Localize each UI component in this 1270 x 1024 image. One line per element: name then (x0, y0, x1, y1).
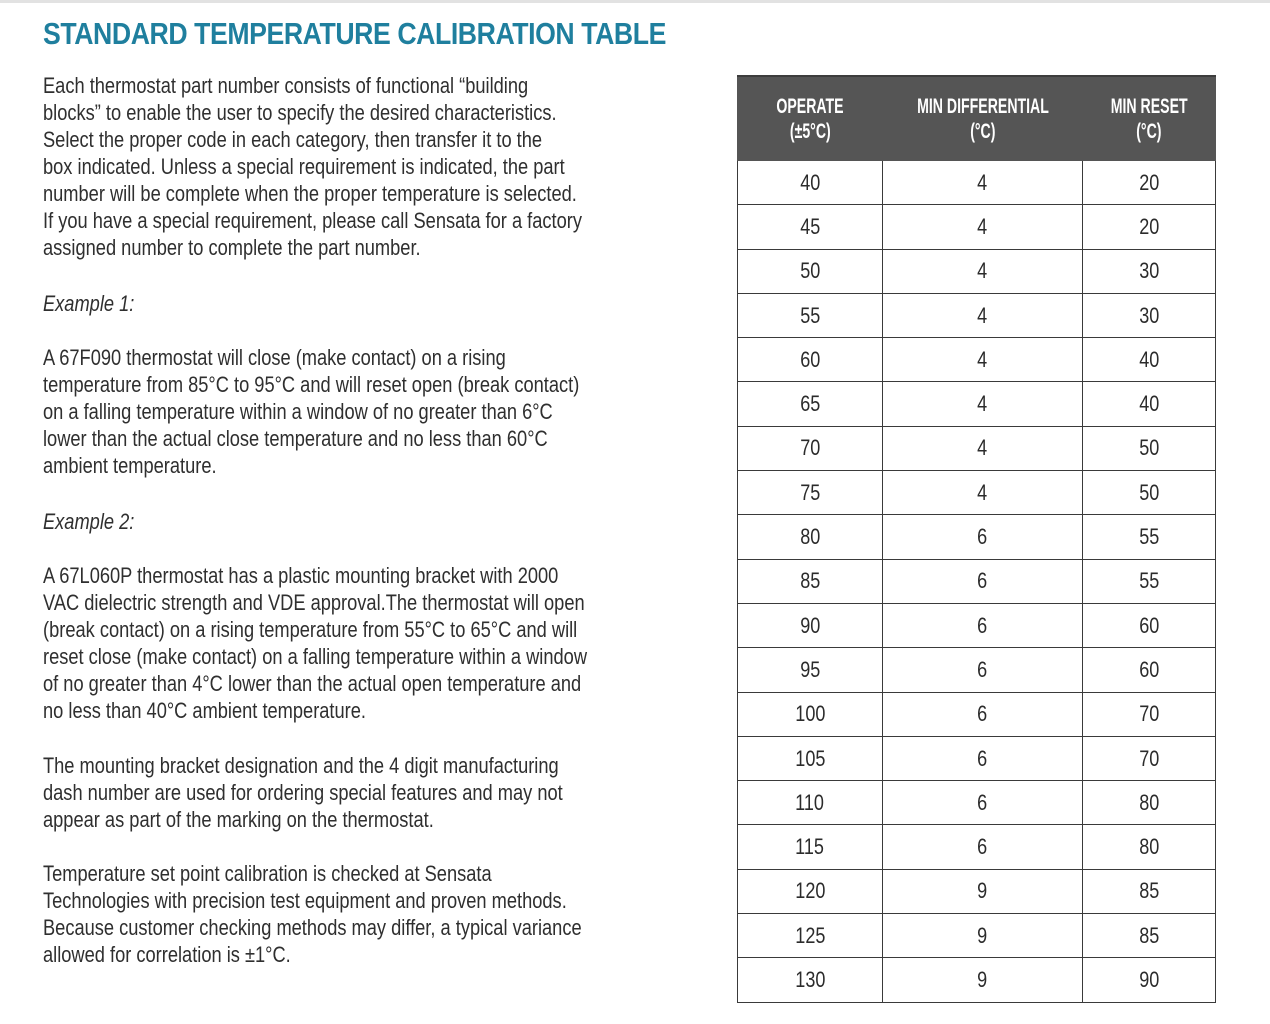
text-line: dash number are used for ordering special features and may not (43, 780, 563, 805)
table-row (738, 958, 1216, 1002)
text-line: lower than the actual close temperature and no less than 60°C (43, 426, 548, 451)
min-differential-cell: 9 (883, 914, 1083, 958)
text-line: (break contact) on a rising temperature from 55°C to 65°C and will (43, 617, 578, 642)
operate-cell: 125 (738, 914, 883, 958)
text-line: The mounting bracket designation and the 4 digit manufacturing (43, 753, 559, 778)
text-line: Technologies with precision test equipment and proven methods. (43, 888, 567, 913)
min-reset-cell: 55 (1083, 515, 1216, 559)
min-reset-cell: 20 (1083, 161, 1216, 205)
min-reset-cell: 70 (1083, 692, 1216, 736)
text-line: Select the proper code in each category, then transfer it to the (43, 127, 543, 152)
text-line: If you have a special requirement, please call Sensata for a factory (43, 208, 582, 233)
min-reset-cell: 60 (1083, 603, 1216, 647)
table-row (738, 382, 1216, 426)
example-1-body (43, 344, 690, 479)
table-header-row (738, 76, 1216, 161)
min-differential-cell: 6 (883, 781, 1083, 825)
min-reset-cell: 90 (1083, 958, 1216, 1002)
operate-cell: 75 (738, 471, 883, 515)
calibration-note-paragraph (43, 860, 690, 968)
table-row (738, 205, 1216, 249)
min-differential-cell: 4 (883, 471, 1083, 515)
min-reset-cell: 30 (1083, 249, 1216, 293)
min-reset-cell: 70 (1083, 736, 1216, 780)
table-row (738, 161, 1216, 205)
table-row (738, 692, 1216, 736)
table-row (738, 648, 1216, 692)
min-reset-cell: 40 (1083, 382, 1216, 426)
min-differential-cell: 6 (883, 825, 1083, 869)
table-body (738, 161, 1216, 1003)
operate-cell: 65 (738, 382, 883, 426)
operate-cell: 115 (738, 825, 883, 869)
min-reset-cell: 30 (1083, 293, 1216, 337)
min-differential-cell: 6 (883, 648, 1083, 692)
text-line: appear as part of the marking on the thermostat. (43, 807, 434, 832)
operate-cell: 45 (738, 205, 883, 249)
operate-cell: 130 (738, 958, 883, 1002)
min-differential-cell: 4 (883, 293, 1083, 337)
min-differential-cell: 4 (883, 161, 1083, 205)
table-row (738, 338, 1216, 382)
header-operate: OPERATE (±5°C) (738, 76, 883, 161)
example-1-heading: Example 1: (43, 291, 135, 316)
min-reset-cell: 80 (1083, 825, 1216, 869)
min-differential-cell: 9 (883, 958, 1083, 1002)
header-min-reset: MIN RESET (°C) (1083, 76, 1216, 161)
min-differential-cell: 4 (883, 382, 1083, 426)
text-line: Temperature set point calibration is checked at Sensata (43, 861, 492, 886)
min-differential-cell: 6 (883, 515, 1083, 559)
text-line: reset close (make contact) on a falling temperature within a window (43, 644, 588, 669)
min-reset-cell: 40 (1083, 338, 1216, 382)
table-row (738, 515, 1216, 559)
min-reset-cell: 80 (1083, 781, 1216, 825)
min-reset-cell: 55 (1083, 559, 1216, 603)
top-rule (0, 0, 1270, 3)
text-line: assigned number to complete the part number. (43, 235, 421, 260)
page-title: STANDARD TEMPERATURE CALIBRATION TABLE (43, 16, 666, 51)
min-differential-cell: 4 (883, 338, 1083, 382)
text-line: number will be complete when the proper temperature is selected. (43, 181, 577, 206)
operate-cell: 40 (738, 161, 883, 205)
min-reset-cell: 85 (1083, 869, 1216, 913)
text-line: temperature from 85°C to 95°C and will reset open (break contact) (43, 372, 580, 397)
table-row (738, 293, 1216, 337)
table-row (738, 603, 1216, 647)
operate-cell: 70 (738, 426, 883, 470)
text-line: on a falling temperature within a window of no greater than 6°C (43, 399, 553, 424)
min-differential-cell: 4 (883, 205, 1083, 249)
table-row (738, 426, 1216, 470)
text-line: Because customer checking methods may differ, a typical variance (43, 915, 582, 940)
operate-cell: 50 (738, 249, 883, 293)
intro-paragraph (43, 72, 690, 261)
operate-cell: 100 (738, 692, 883, 736)
table-row (738, 736, 1216, 780)
min-differential-cell: 4 (883, 249, 1083, 293)
table-row (738, 471, 1216, 515)
table-row (738, 869, 1216, 913)
text-line: no less than 40°C ambient temperature. (43, 698, 366, 723)
text-line: blocks” to enable the user to specify the desired characteristics. (43, 100, 557, 125)
min-differential-cell: 6 (883, 603, 1083, 647)
min-differential-cell: 6 (883, 692, 1083, 736)
text-line: box indicated. Unless a special requirement is indicated, the part (43, 154, 565, 179)
operate-cell: 110 (738, 781, 883, 825)
min-differential-cell: 6 (883, 559, 1083, 603)
text-line: Each thermostat part number consists of functional “building (43, 73, 529, 98)
operate-cell: 95 (738, 648, 883, 692)
calibration-table (737, 75, 1216, 1003)
text-line: A 67L060P thermostat has a plastic mounting bracket with 2000 (43, 563, 559, 588)
bracket-note-paragraph (43, 752, 690, 833)
table-row (738, 914, 1216, 958)
operate-cell: 60 (738, 338, 883, 382)
calibration-table-container (737, 75, 1215, 1003)
min-differential-cell: 4 (883, 426, 1083, 470)
operate-cell: 120 (738, 869, 883, 913)
operate-cell: 105 (738, 736, 883, 780)
min-differential-cell: 9 (883, 869, 1083, 913)
table-row (738, 781, 1216, 825)
min-reset-cell: 50 (1083, 471, 1216, 515)
table-row (738, 249, 1216, 293)
table-row (738, 559, 1216, 603)
min-reset-cell: 50 (1083, 426, 1216, 470)
operate-cell: 85 (738, 559, 883, 603)
min-reset-cell: 85 (1083, 914, 1216, 958)
text-line: ambient temperature. (43, 453, 217, 478)
text-line: VAC dielectric strength and VDE approval.The thermostat will open (43, 590, 585, 615)
table-row (738, 825, 1216, 869)
operate-cell: 90 (738, 603, 883, 647)
example-2-body (43, 562, 690, 724)
min-reset-cell: 20 (1083, 205, 1216, 249)
example-2-heading: Example 2: (43, 509, 135, 534)
text-line: allowed for correlation is ±1°C. (43, 942, 291, 967)
header-min-differential: MIN DIFFERENTIAL (°C) (883, 76, 1083, 161)
min-reset-cell: 60 (1083, 648, 1216, 692)
text-line: A 67F090 thermostat will close (make contact) on a rising (43, 345, 506, 370)
operate-cell: 55 (738, 293, 883, 337)
text-line: of no greater than 4°C lower than the actual open temperature and (43, 671, 582, 696)
operate-cell: 80 (738, 515, 883, 559)
min-differential-cell: 6 (883, 736, 1083, 780)
